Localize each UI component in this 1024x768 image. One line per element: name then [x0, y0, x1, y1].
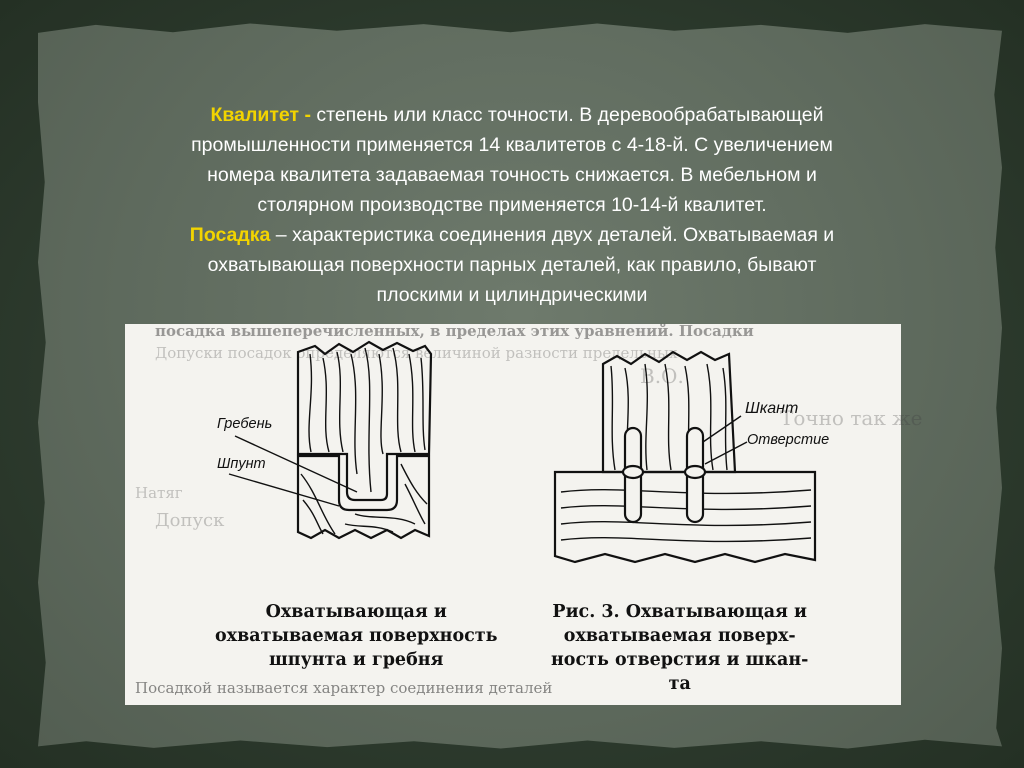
posadka-line-3: плоскими и цилиндрическими — [376, 284, 648, 306]
kvalitet-line-1: Квалитет - степень или класс точности. В деревообрабатывающей — [210, 104, 824, 126]
right-caption: Рис. 3. Охватывающая и охватываемая поверх- ность отверстия и шкан- та — [551, 602, 809, 694]
label-shkant: Шкант — [745, 400, 799, 417]
kvalitet-line-2: промышленности применяется 14 квалитетов с 4-18-й. С увеличением — [191, 134, 833, 156]
paragraph-posadka — [70, 220, 954, 310]
ghost-text-6: Допуск — [155, 510, 225, 531]
tongue-groove-drawing — [229, 342, 431, 538]
ghost-text-7: Посадкой называется характер соединения деталей — [135, 679, 553, 697]
posadka-line-1: Посадка – характеристика соединения двух деталей. Охватываемая и — [189, 224, 835, 246]
slide-text — [70, 100, 954, 310]
left-caption: Охватывающая и охватываемая поверхность шпунта и гребня — [215, 602, 498, 670]
label-otverstie: Отверстие — [747, 432, 830, 448]
term-posadka: Посадка — [189, 224, 271, 246]
ghost-text-3: В.О. — [640, 364, 684, 388]
ghost-text-1: посадка вышеперечисленных, в пределах этих уравнений. Посадки — [155, 322, 754, 340]
dowel-drawing — [555, 352, 815, 562]
ghost-text-5: Натяг — [135, 484, 183, 502]
term-kvalitet: Квалитет - — [210, 104, 311, 126]
paragraph-kvalitet — [70, 100, 954, 220]
label-shpunt: Шпунт — [217, 456, 266, 472]
ghost-text-2: Допуски посадок определяются величиной разности предельных — [155, 344, 678, 362]
posadka-line-2: охватывающая поверхности парных деталей, как правило, бывают — [207, 254, 817, 276]
label-greben: Гребень — [217, 416, 273, 432]
technical-figure — [125, 322, 923, 705]
ghost-text-4: Точно так же — [780, 406, 923, 430]
kvalitet-line-3: номера квалитета задаваемая точность снижается. В мебельном и — [207, 164, 817, 186]
kvalitet-line-4: столярном производстве применяется 10-14-й квалитет. — [257, 194, 767, 216]
